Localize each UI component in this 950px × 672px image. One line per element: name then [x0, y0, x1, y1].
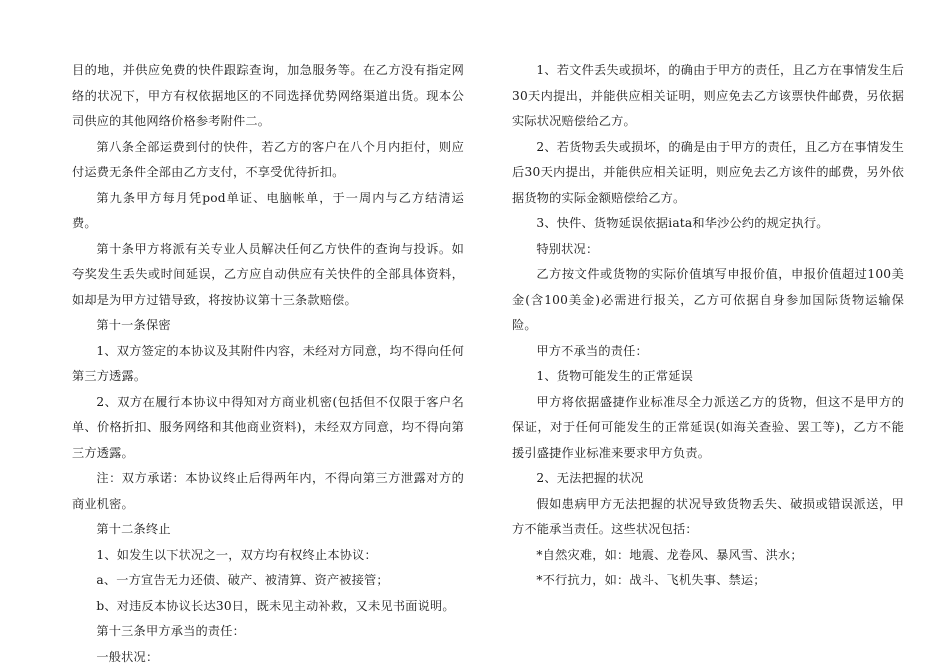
paragraph: 第十三条甲方承当的责任： [96, 624, 246, 638]
paragraph: 第十二条终止 [96, 522, 171, 536]
paragraph: 第十一条保密 [96, 318, 171, 332]
paragraph: *自然灾难，如：地震、龙卷风、暴风雪、洪水； [536, 547, 803, 562]
paragraph: b、对违反本协议长达30日，既未见主动补救，又未见书面说明。 [96, 598, 455, 613]
paragraph: 假如患病甲方无法把握的状况导致货物丢失、破损或错误派送，甲方不能承当责任。这些状况包括： [512, 496, 904, 536]
paragraph: 1、若文件丢失或损坏，的确由于甲方的责任，且乙方在事情发生后30天内提出，并能供应相关证明，则应免去乙方该票快件邮费，另依据实际状况赔偿给乙方。 [512, 63, 904, 128]
paragraph: 第九条甲方每月凭pod单证、电脑帐单，于一周内与乙方结清运费。 [72, 190, 464, 230]
right-column [512, 58, 904, 594]
paragraph: 1、双方签定的本协议及其附件内容，未经对方同意，均不得向任何第三方透露。 [72, 343, 464, 383]
paragraph: *不行抗力，如：战斗、飞机失事、禁运； [536, 573, 766, 587]
paragraph: 2、无法把握的状况 [536, 471, 644, 485]
paragraph: 1、如发生以下状况之一，双方均有权终止本协议： [96, 547, 377, 562]
paragraph: 注：双方承诺：本协议终止后得两年内，不得向第三方泄露对方的商业机密。 [72, 471, 464, 511]
paragraph: 2、若货物丢失或损坏，的确是由于甲方的责任，且乙方在事情发生后30天内提出，并能供应相关证明，则应免去乙方该件的邮费，另外依据货物的实际金额赔偿给乙方。 [512, 139, 904, 205]
paragraph: 1、货物可能发生的正常延误 [536, 369, 693, 383]
paragraph: 第八条全部运费到付的快件，若乙方的客户在八个月内拒付，则应付运费无条件全部由乙方支付，不享受优待折扣。 [72, 139, 464, 179]
paragraph: a、一方宣告无力还债、破产、被清算、资产被接管； [96, 573, 389, 587]
paragraph: 甲方不承当的责任： [536, 343, 648, 358]
paragraph: 3、快件、货物延误依据iata和华沙公约的规定执行。 [536, 216, 829, 230]
paragraph: 乙方按文件或货物的实际价值填写申报价值，申报价值超过100美金(含100美金)必需进行报关，乙方可依据自身参加国际货物运输保险。 [512, 267, 904, 332]
left-column [72, 58, 464, 670]
paragraph: 一般状况： [96, 649, 159, 664]
paragraph: 甲方将依据盛捷作业标准尽全力派送乙方的货物，但这不是甲方的保证，对于任何可能发生的正常延误(如海关查验、罢工等)，乙方不能援引盛捷作业标准来要求甲方负责。 [512, 394, 904, 460]
paragraph: 第十条甲方将派有关专业人员解决任何乙方快件的查询与投诉。如夸奖发生丢失或时间延误，乙方应自动供应有关快件的全部具体资料，如却是为甲方过错导致，将按协议第十三条款赔偿。 [72, 241, 464, 307]
paragraph: 特别状况： [536, 241, 599, 256]
paragraph: 2、双方在履行本协议中得知对方商业机密(包括但不仅限于客户名单、价格折扣、服务网络和其他商业资料)，未经双方同意，均不得向第三方透露。 [72, 394, 464, 460]
paragraph: 目的地，并供应免费的快件跟踪查询，加急服务等。在乙方没有指定网络的状况下，甲方有权依据地区的不同选择优势网络渠道出货。现本公司供应的其他网络价格参考附件二。 [72, 63, 464, 128]
